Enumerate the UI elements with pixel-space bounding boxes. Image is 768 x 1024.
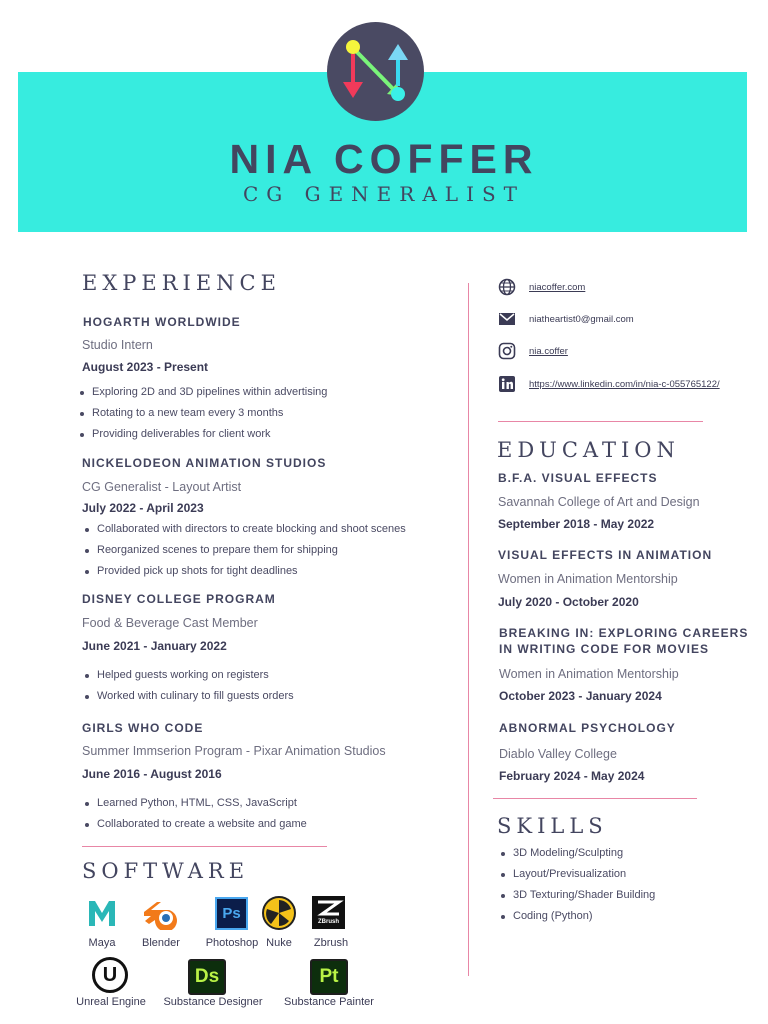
substance-designer-icon: Ds [188,959,226,995]
person-name: NIA COFFER [229,136,539,182]
software-label: Blender [142,937,180,949]
education-title: ABNORMAL PSYCHOLOGY [499,721,676,735]
contact-website[interactable] [497,277,585,297]
software-unreal-engine [72,956,150,1012]
software-nuke [262,896,296,952]
divider [498,421,703,422]
software-zbrush [308,896,354,952]
job-bullets [77,382,327,445]
job-role: Summer Immserion Program - Pixar Animation Studios [82,744,386,758]
unreal-engine-icon: U [92,957,128,993]
divider [493,798,697,799]
list-item: Reorganized scenes to prepare them for shipping [82,540,406,561]
education-title: B.F.A. VISUAL EFFECTS [498,471,658,485]
blender-icon [141,896,181,930]
software-label: Maya [88,937,116,949]
software-substance-designer [160,956,266,1012]
photoshop-icon: Ps [215,897,248,930]
job-role: CG Generalist - Layout Artist [82,480,242,494]
software-heading: SOFTWARE [82,859,250,883]
job-bullets [82,519,406,582]
education-dates: February 2024 - May 2024 [499,769,645,783]
education-dates: July 2020 - October 2020 [498,595,639,609]
skills-list [498,843,655,927]
list-item: Layout/Previsualization [498,864,655,885]
job-role: Food & Beverage Cast Member [82,616,258,630]
list-item: 3D Texturing/Shader Building [498,885,655,906]
education-school: Women in Animation Mentorship [499,667,679,681]
experience-heading: EXPERIENCE [82,271,281,295]
job-bullets [82,793,307,835]
education-title: BREAKING IN: EXPLORING CAREERS IN WRITING CODE FOR MOVIES [499,626,749,656]
website-link[interactable]: niacoffer.com [529,281,586,293]
list-item: Rotating to a new team every 3 months [77,403,327,424]
list-item: Providing deliverables for client work [77,424,327,445]
education-dates: September 2018 - May 2022 [498,517,655,531]
contact-linkedin[interactable] [497,374,720,394]
software-label: Unreal Engine [76,996,146,1008]
job-company: HOGARTH WORLDWIDE [83,315,241,329]
education-school: Diablo Valley College [499,747,617,761]
job-dates: July 2022 - April 2023 [82,501,204,515]
education-heading: EDUCATION [497,438,680,462]
contact-email[interactable] [497,309,634,329]
education-school: Women in Animation Mentorship [498,572,678,586]
job-company: DISNEY COLLEGE PROGRAM [82,592,276,606]
software-label: Nuke [266,937,292,949]
software-blender [136,896,186,952]
job-role: Studio Intern [82,338,153,352]
software-label: Zbrush [313,937,349,949]
list-item: Learned Python, HTML, CSS, JavaScript [82,793,307,814]
software-substance-painter [280,956,378,1012]
zbrush-icon [312,896,345,929]
globe-icon [497,277,517,297]
linkedin-icon [497,374,517,394]
list-item: Provided pick up shots for tight deadlines [82,561,406,582]
job-company: GIRLS WHO CODE [82,721,204,735]
education-dates: October 2023 - January 2024 [499,689,662,703]
education-school: Savannah College of Art and Design [498,495,700,509]
linkedin-link[interactable]: https://www.linkedin.com/in/nia-c-055765122/ [529,378,720,390]
instagram-icon [497,341,517,361]
job-company: NICKELODEON ANIMATION STUDIOS [82,456,327,470]
software-label: Substance Designer [163,996,263,1008]
list-item: Collaborated with directors to create blocking and shoot scenes [82,519,406,540]
maya-icon [85,896,119,930]
email-text[interactable]: niatheartist0@gmail.com [529,313,634,325]
instagram-link[interactable]: nia.coffer [529,345,568,357]
substance-painter-icon: Pt [310,959,348,995]
job-bullets [82,665,294,707]
list-item: Coding (Python) [498,906,655,927]
software-label: Photoshop [205,937,259,949]
envelope-icon [497,309,517,329]
education-title: VISUAL EFFECTS IN ANIMATION [498,548,713,562]
zbrush-wordmark: ZBrush [318,919,339,925]
person-title: CG GENERALIST [242,182,526,206]
job-dates: June 2016 - August 2016 [82,767,222,781]
job-dates: June 2021 - January 2022 [82,639,227,653]
list-item: Worked with culinary to fill guests orders [82,686,294,707]
skills-heading: SKILLS [497,814,608,838]
list-item: Exploring 2D and 3D pipelines within advertising [77,382,327,403]
column-divider [468,283,469,976]
divider [82,846,327,847]
software-photoshop [202,896,262,952]
list-item: Collaborated to create a website and game [82,814,307,835]
nc-logo-icon [327,22,424,121]
list-item: Helped guests working on registers [82,665,294,686]
software-label: Substance Painter [284,996,374,1008]
software-maya [80,896,124,952]
job-dates: August 2023 - Present [82,360,209,374]
contact-instagram[interactable] [497,341,568,361]
nuke-icon [262,896,296,930]
list-item: 3D Modeling/Sculpting [498,843,655,864]
